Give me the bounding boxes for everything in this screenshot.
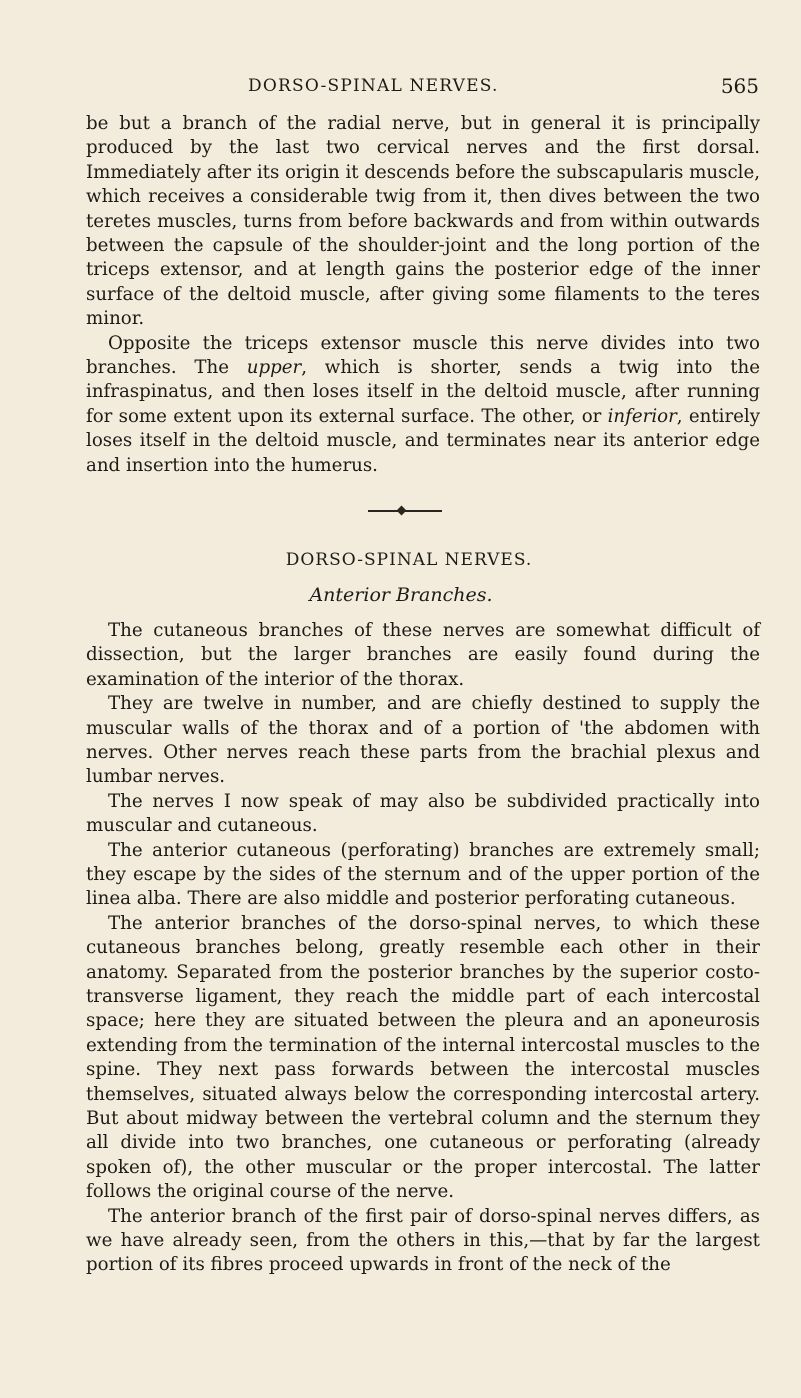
running-title: DORSO-SPINAL NERVES.	[248, 76, 499, 96]
emphasis-inferior: inferior	[607, 405, 677, 427]
emphasis-upper: upper	[246, 357, 302, 379]
paragraph: Opposite the triceps extensor muscle this nerve divides into two branches. The upper, which is shorter, sends a twig into the infraspinatus, and then loses itself in the deltoid muscle, after running for some extent upon its external surface. The other, or inferior, entirely loses itself in the deltoid muscle, and terminates near its anterior edge and insertion into the humerus.	[86, 332, 760, 476]
paragraph: The cutaneous branches of these nerves are somewhat difficult of dissection, but the larger branches are easily found during the examination of the interior of the thorax.	[86, 619, 760, 690]
section-divider	[368, 510, 442, 512]
paragraph: The anterior cutaneous (perforating) branches are extremely small; they escape by the sides of the sternum and of the upper portion of the linea alba. There are also middle and posterior perforating cutaneous.	[86, 839, 760, 910]
page-number: 565	[720, 74, 759, 98]
paragraph: The anterior branch of the first pair of dorso-spinal nerves differs, as we have already seen, from the others in this,—that by far the largest portion of its fibres proceed upwards in front of the neck of the	[86, 1205, 760, 1276]
section-subheading: Anterior Branches.	[309, 583, 493, 606]
page-body	[86, 112, 760, 1278]
running-header	[86, 76, 759, 100]
paragraph: The anterior branches of the dorso-spinal nerves, to which these cutaneous branches belong, greatly resemble each other in their anatomy. Separated from the posterior branches by the superior costo-transverse ligament, they reach the middle part of each intercostal space; here they are situated between the pleura and an aponeurosis extending from the termination of the internal intercostal muscles to the spine. They next pass forwards between the intercostal muscles themselves, situated always below the corresponding intercostal artery. But about midway between the vertebral column and the sternum they all divide into two branches, one cutaneous or perforating (already spoken of), the other muscular or the proper intercostal. The latter follows the original course of the nerve.	[86, 912, 760, 1203]
paragraph: They are twelve in number, and are chiefly destined to supply the muscular walls of the thorax and of a portion of 'the abdomen with nerves. Other nerves reach these parts from the brachial plexus and lumbar nerves.	[86, 693, 760, 788]
section-heading: DORSO-SPINAL NERVES.	[285, 550, 533, 571]
paragraph: The nerves I now speak of may also be subdivided practically into muscular and cutaneous.	[86, 790, 760, 837]
paragraph: be but a branch of the radial nerve, but in general it is principally produced by the last two cervical nerves and the first dorsal. Immediately after its origin it descends before the subscapularis muscle, which receives a considerable twig from it, then dives between the two teretes muscles, turns from before backwards and from within outwards between the capsule of the shoulder-joint and the long portion of the triceps extensor, and at length gains the posterior edge of the inner surface of the deltoid muscle, after giving some filaments to the teres minor.	[86, 113, 760, 330]
